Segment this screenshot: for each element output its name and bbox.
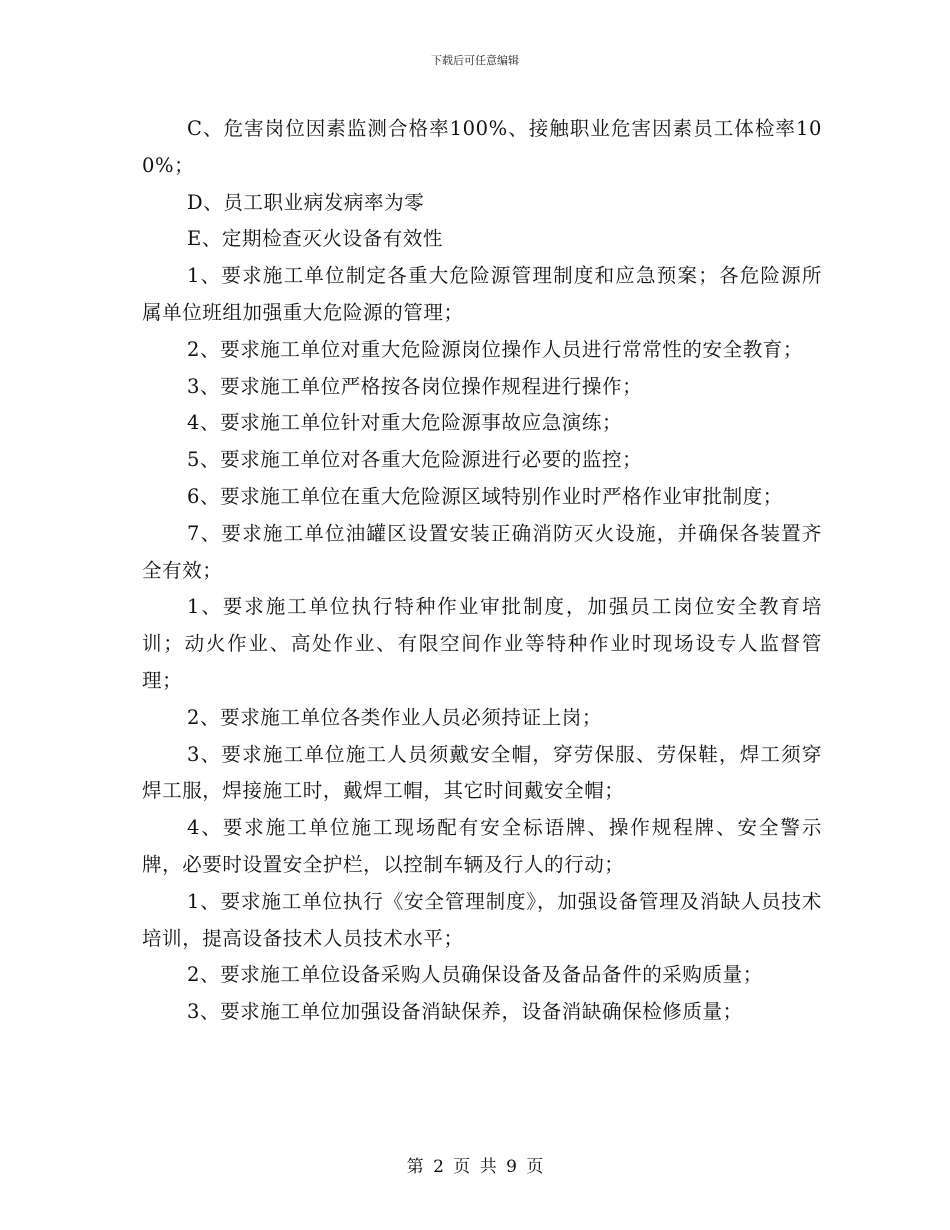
paragraph: 1、要求施工单位制定各重大危险源管理制度和应急预案；各危险源所属单位班组加强重大危险源的管理；: [142, 264, 822, 324]
paragraph: 2、要求施工单位设备采购人员确保设备及备品备件的采购质量；: [187, 963, 763, 987]
paragraph: 3、要求施工单位施工人员须戴安全帽，穿劳保服、劳保鞋，焊工须穿焊工服，焊接施工时，戴焊工帽，其它时间戴安全帽；: [142, 742, 822, 803]
paragraph: 1、要求施工单位执行《安全管理制度》，加强设备管理及消缺人员技术培训，提高设备技术人员技术水平；: [142, 889, 822, 950]
paragraph: E、定期检查灭火设备有效性: [187, 227, 444, 251]
paragraph: 3、要求施工单位加强设备消缺保养，设备消缺确保检修质量；: [187, 1000, 743, 1024]
paragraph: 4、要求施工单位针对重大危险源事故应急演练；: [187, 411, 623, 435]
paragraph: 2、要求施工单位各类作业人员必须持证上岗；: [187, 705, 603, 729]
document-body: [142, 111, 822, 1031]
paragraph: D、员工职业病发病率为零: [187, 190, 425, 214]
paragraph: 2、要求施工单位对重大危险源岗位操作人员进行常常性的安全教育；: [187, 337, 804, 361]
paragraph: 1、要求施工单位执行特种作业审批制度，加强员工岗位安全教育培训；动火作业、高处作业、有限空间作业等特种作业时现场设专人监督管理；: [142, 595, 822, 692]
paragraph: 5、要求施工单位对各重大危险源进行必要的监控；: [187, 448, 643, 472]
page-header: 下载后可任意编辑: [431, 54, 519, 67]
paragraph: 4、要求施工单位施工现场配有安全标语牌、操作规程牌、安全警示牌，必要时设置安全护栏，以控制车辆及行人的行动；: [142, 816, 822, 876]
paragraph: C、危害岗位因素监测合格率100%、接触职业危害因素员工体检率100%；: [142, 117, 822, 177]
page-footer: 第 2 页 共 9 页: [406, 1157, 544, 1177]
paragraph: 6、要求施工单位在重大危险源区域特别作业时严格作业审批制度；: [187, 484, 783, 508]
paragraph: 7、要求施工单位油罐区设置安装正确消防灭火设施，并确保各装置齐全有效；: [142, 521, 822, 582]
paragraph: 3、要求施工单位严格按各岗位操作规程进行操作；: [187, 374, 643, 398]
